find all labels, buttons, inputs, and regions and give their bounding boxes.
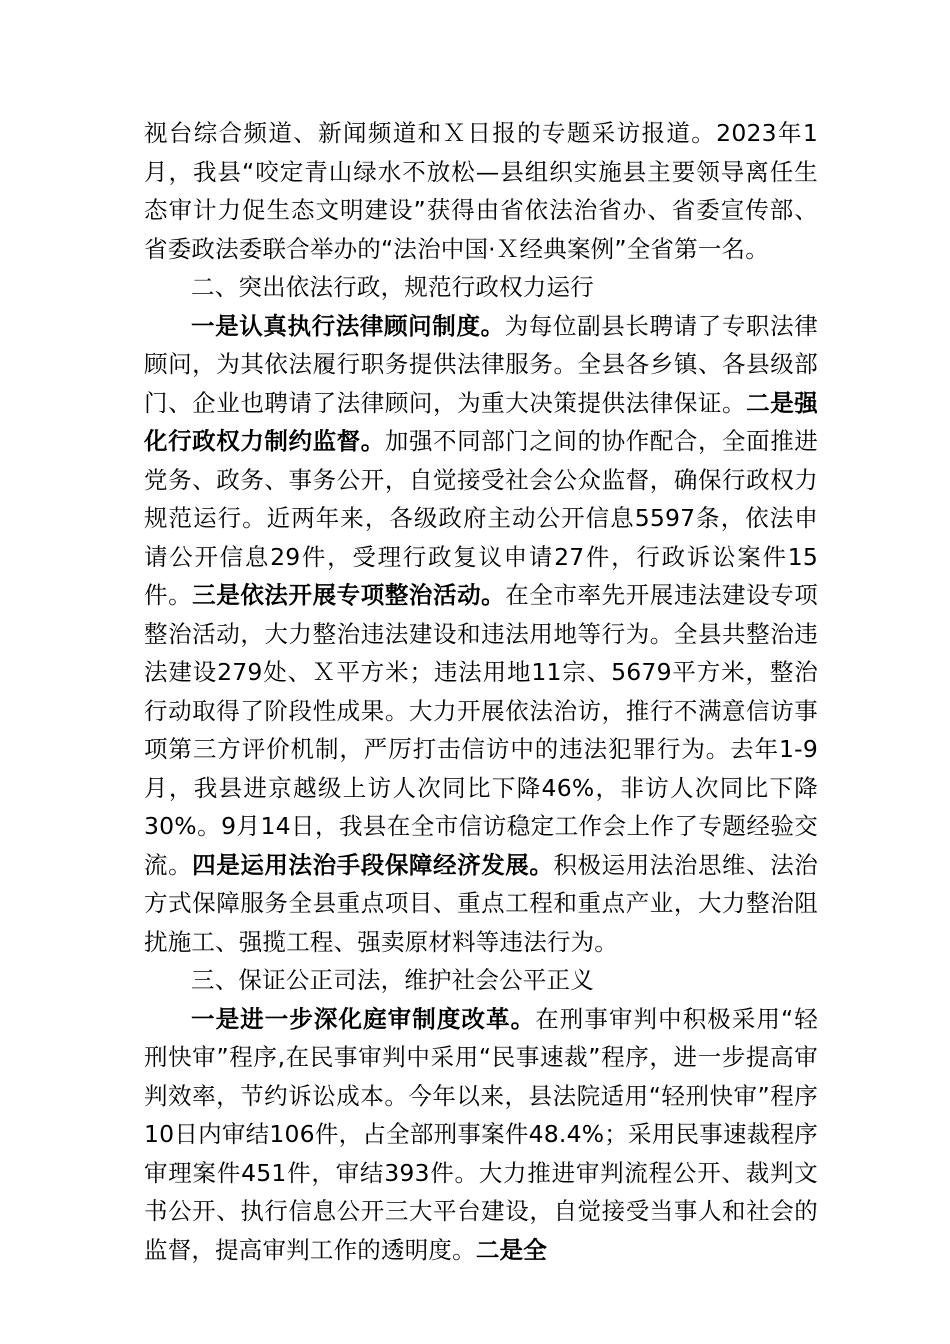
text-run: 加强不同部门之间的协作配合，全面推进党务、政务、事务公开，自觉接受社会公众监督，确保行政权力规范运行。近两年来，各级政府主动公开信息5597条，依法申请公开信息29件，受理行政复议申请27件，行政诉讼案件15件。 (144, 427, 819, 609)
document-page (144, 114, 818, 1269)
body-paragraph-3 (144, 1000, 818, 1270)
body-paragraph-1 (144, 114, 818, 268)
heading-text: 三、保证公正司法，维护社会公平正义 (191, 966, 594, 994)
text-run: 视台综合频道、新闻频道和Ｘ日报的专题采访报道。2023年1月，我县“咬定青山绿水不放松—县组织实施县主要领导离任生态审计力促生态文明建设”获得由省依法治省办、省委宣传部、省委政法委联合举办的“法治中国·Ｘ经典案例”全省第一名。 (144, 119, 818, 263)
text-run: 在刑事审判中积极采用“轻刑快审”程序,在民事审判中采用“民事速裁”程序，进一步提高审判效率，节约诉讼成本。今年以来，县法院适用“轻刑快审”程序10日内审结106件，占全部刑事案件48.4%；采用民事速裁程序审理案件451件，审结393件。大力推进审判流程公开、裁判文书公开、执行信息公开三大平台建设，自觉接受当事人和社会的监督，提高审判工作的透明度。 (144, 1004, 818, 1264)
section-heading-3 (144, 961, 818, 1000)
text-run: 为每位副县长聘请了专职法律顾问，为其依法履行职务提供法律服务。全县各乡镇、各县级部门、企业也聘请了法律顾问，为重大决策提供法律保证。 (144, 311, 818, 417)
bold-lead-1: 一是认真执行法律顾问制度。 (191, 311, 505, 340)
bold-lead-2: 二是强化行政权力制约监督。 (144, 388, 818, 455)
section-heading-2 (144, 268, 818, 307)
heading-text: 二、突出依法行政，规范行政权力运行 (191, 273, 594, 301)
bold-lead-2: 二是全 (475, 1235, 547, 1264)
bold-lead-3: 三是依法开展专项整治活动。 (192, 581, 506, 609)
text-run: 在全市率先开展违法建设专项整治活动，大力整治违法建设和违法用地等行为。全县共整治违法建设279处、Ｘ平方米；违法用地11宗、5679平方米，整治行动取得了阶段性成果。大力开展依法治访，推行不满意信访事项第三方评价机制，严厉打击信访中的违法犯罪行为。去年1-9月，我县进京越级上访人次同比下降46%，非访人次同比下降30%。9月14日，我县在全市信访稳定工作会上作了专题经验交流。 (144, 581, 818, 879)
bold-lead-1: 一是进一步深化庭审制度改革。 (191, 1004, 536, 1033)
body-paragraph-2 (144, 307, 818, 962)
bold-lead-4: 四是运用法治手段保障经济发展。 (192, 850, 554, 879)
text-run: 积极运用法治思维、法治方式保障服务全县重点项目、重点工程和重点产业，大力整治阻扰施工、强揽工程、强卖原材料等违法行为。 (144, 850, 819, 956)
